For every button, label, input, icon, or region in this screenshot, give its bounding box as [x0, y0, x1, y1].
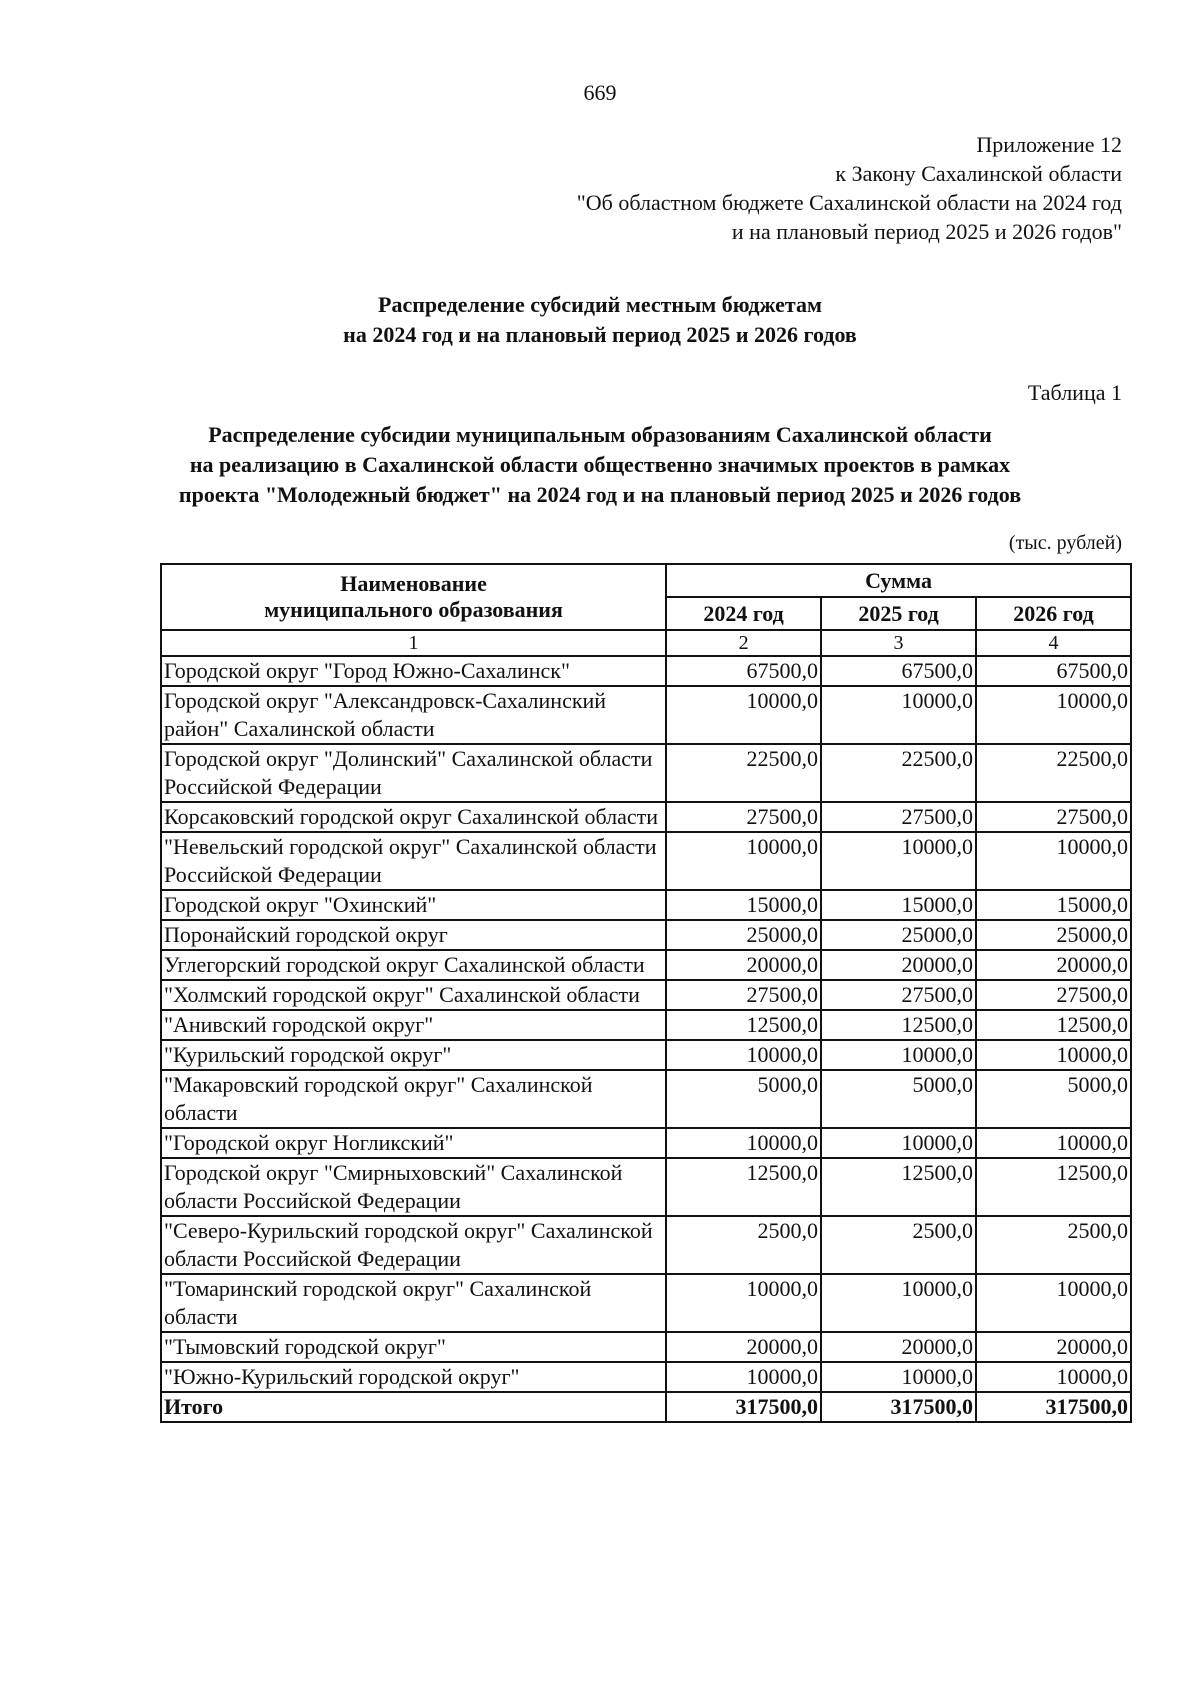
municipality-name: "Городской округ Ногликский" [161, 1128, 666, 1158]
amount-2026: 10000,0 [976, 1274, 1131, 1332]
appendix-line: Приложение 12 [976, 132, 1122, 157]
amount-2026: 22500,0 [976, 744, 1131, 802]
table-row [161, 890, 1131, 920]
main-title [0, 290, 1200, 350]
amount-2024: 22500,0 [666, 744, 821, 802]
appendix-line: и на плановый период 2025 и 2026 годов" [731, 219, 1122, 244]
units-note: (тыс. рублей) [1008, 532, 1122, 554]
table-row [161, 1070, 1131, 1128]
amount-2024: 12500,0 [666, 1010, 821, 1040]
amount-2024: 27500,0 [666, 980, 821, 1010]
table-body [161, 656, 1131, 1422]
municipality-name: Городской округ "Смирныховский" Сахалинской области Российской Федерации [161, 1158, 666, 1216]
table-label: Таблица 1 [1027, 380, 1122, 405]
table-title-line: Распределение субсидии муниципальным образованиям Сахалинской области [208, 422, 992, 447]
amount-2026: 20000,0 [976, 950, 1131, 980]
amount-2024: 20000,0 [666, 1332, 821, 1362]
table-title-line: проекта "Молодежный бюджет" на 2024 год и на плановый период 2025 и 2026 годов [178, 482, 1022, 507]
appendix-line: к Закону Сахалинской области [835, 161, 1122, 186]
column-number: 3 [821, 630, 976, 656]
amount-2024: 10000,0 [666, 1274, 821, 1332]
municipality-name: "Северо-Курильский городской округ" Сахалинской области Российской Федерации [161, 1216, 666, 1274]
amount-2026: 10000,0 [976, 1362, 1131, 1392]
table-row [161, 1010, 1131, 1040]
amount-2026: 27500,0 [976, 802, 1131, 832]
amount-2025: 10000,0 [821, 832, 976, 890]
amount-2024: 10000,0 [666, 832, 821, 890]
header-name-line: Наименование [340, 571, 487, 596]
amount-2024: 5000,0 [666, 1070, 821, 1128]
table-row [161, 656, 1131, 686]
appendix-reference [577, 130, 1122, 246]
amount-2025: 10000,0 [821, 1362, 976, 1392]
amount-2025: 27500,0 [821, 802, 976, 832]
municipality-name: "Макаровский городской округ" Сахалинской области [161, 1070, 666, 1128]
header-name-line: муниципального образования [264, 597, 563, 622]
table-row [161, 1158, 1131, 1216]
municipality-name: "Холмский городской округ" Сахалинской области [161, 980, 666, 1010]
column-number: 4 [976, 630, 1131, 656]
table-row [161, 832, 1131, 890]
amount-2026: 5000,0 [976, 1070, 1131, 1128]
table-title-line: на реализацию в Сахалинской области общественно значимых проектов в рамках [189, 452, 1011, 477]
amount-2025: 10000,0 [821, 1274, 976, 1332]
amount-2024: 25000,0 [666, 920, 821, 950]
amount-2026: 20000,0 [976, 1332, 1131, 1362]
amount-2025: 10000,0 [821, 1128, 976, 1158]
appendix-line: "Об областном бюджете Сахалинской области на 2024 год [576, 190, 1122, 215]
table-row [161, 1040, 1131, 1070]
amount-2025: 25000,0 [821, 920, 976, 950]
amount-2025: 10000,0 [821, 686, 976, 744]
municipality-name: "Курильский городской округ" [161, 1040, 666, 1070]
municipality-name: Городской округ "Долинский" Сахалинской области Российской Федерации [161, 744, 666, 802]
page-number: 669 [583, 80, 617, 105]
amount-2024: 15000,0 [666, 890, 821, 920]
amount-2024: 2500,0 [666, 1216, 821, 1274]
total-label: Итого [161, 1392, 666, 1422]
amount-2025: 10000,0 [821, 1040, 976, 1070]
table-row [161, 686, 1131, 744]
amount-2025: 20000,0 [821, 1332, 976, 1362]
amount-2026: 10000,0 [976, 686, 1131, 744]
table-row [161, 1128, 1131, 1158]
header-sum: Сумма [666, 564, 1131, 597]
amount-2024: 10000,0 [666, 1040, 821, 1070]
amount-2026: 10000,0 [976, 1040, 1131, 1070]
table-title [120, 420, 1080, 510]
amount-2026: 27500,0 [976, 980, 1131, 1010]
municipality-name: Городской округ "Александровск-Сахалинский район" Сахалинской области [161, 686, 666, 744]
header-year-2024: 2024 год [666, 597, 821, 630]
main-title-line: Распределение субсидий местным бюджетам [378, 292, 822, 317]
amount-2026: 12500,0 [976, 1158, 1131, 1216]
amount-2024: 10000,0 [666, 1362, 821, 1392]
amount-2024: 12500,0 [666, 1158, 821, 1216]
municipality-name: "Тымовский городской округ" [161, 1332, 666, 1362]
municipality-name: "Анивский городской округ" [161, 1010, 666, 1040]
amount-2024: 67500,0 [666, 656, 821, 686]
table-row [161, 1274, 1131, 1332]
amount-2024: 10000,0 [666, 686, 821, 744]
table-row [161, 1216, 1131, 1274]
amount-2026: 10000,0 [976, 832, 1131, 890]
amount-2025: 5000,0 [821, 1070, 976, 1128]
amount-2026: 2500,0 [976, 1216, 1131, 1274]
amount-2026: 15000,0 [976, 890, 1131, 920]
table-row [161, 920, 1131, 950]
column-number: 2 [666, 630, 821, 656]
header-year-2026: 2026 год [976, 597, 1131, 630]
column-number: 1 [161, 630, 666, 656]
amount-2025: 22500,0 [821, 744, 976, 802]
amount-2025: 67500,0 [821, 656, 976, 686]
amount-2026: 12500,0 [976, 1010, 1131, 1040]
amount-2025: 12500,0 [821, 1010, 976, 1040]
total-2026: 317500,0 [976, 1392, 1131, 1422]
table-row [161, 802, 1131, 832]
amount-2024: 10000,0 [666, 1128, 821, 1158]
amount-2025: 27500,0 [821, 980, 976, 1010]
amount-2025: 2500,0 [821, 1216, 976, 1274]
municipality-name: "Южно-Курильский городской округ" [161, 1362, 666, 1392]
table-row [161, 980, 1131, 1010]
table-row [161, 950, 1131, 980]
table-row [161, 1332, 1131, 1362]
amount-2025: 20000,0 [821, 950, 976, 980]
amount-2024: 20000,0 [666, 950, 821, 980]
main-title-line: на 2024 год и на плановый период 2025 и 2026 годов [343, 322, 857, 347]
table-row [161, 1362, 1131, 1392]
municipality-name: Городской округ "Город Южно-Сахалинск" [161, 656, 666, 686]
header-year-2025: 2025 год [821, 597, 976, 630]
table-row [161, 744, 1131, 802]
amount-2026: 25000,0 [976, 920, 1131, 950]
municipality-name: Углегорский городской округ Сахалинской области [161, 950, 666, 980]
municipality-name: Городской округ "Охинский" [161, 890, 666, 920]
total-2024: 317500,0 [666, 1392, 821, 1422]
subsidy-table [160, 563, 1132, 1423]
amount-2026: 10000,0 [976, 1128, 1131, 1158]
amount-2025: 12500,0 [821, 1158, 976, 1216]
total-row [161, 1392, 1131, 1422]
municipality-name: "Томаринский городской округ" Сахалинской области [161, 1274, 666, 1332]
amount-2026: 67500,0 [976, 656, 1131, 686]
amount-2024: 27500,0 [666, 802, 821, 832]
municipality-name: Корсаковский городской округ Сахалинской области [161, 802, 666, 832]
total-2025: 317500,0 [821, 1392, 976, 1422]
municipality-name: Поронайский городской округ [161, 920, 666, 950]
amount-2025: 15000,0 [821, 890, 976, 920]
header-name [161, 564, 666, 630]
municipality-name: "Невельский городской округ" Сахалинской области Российской Федерации [161, 832, 666, 890]
